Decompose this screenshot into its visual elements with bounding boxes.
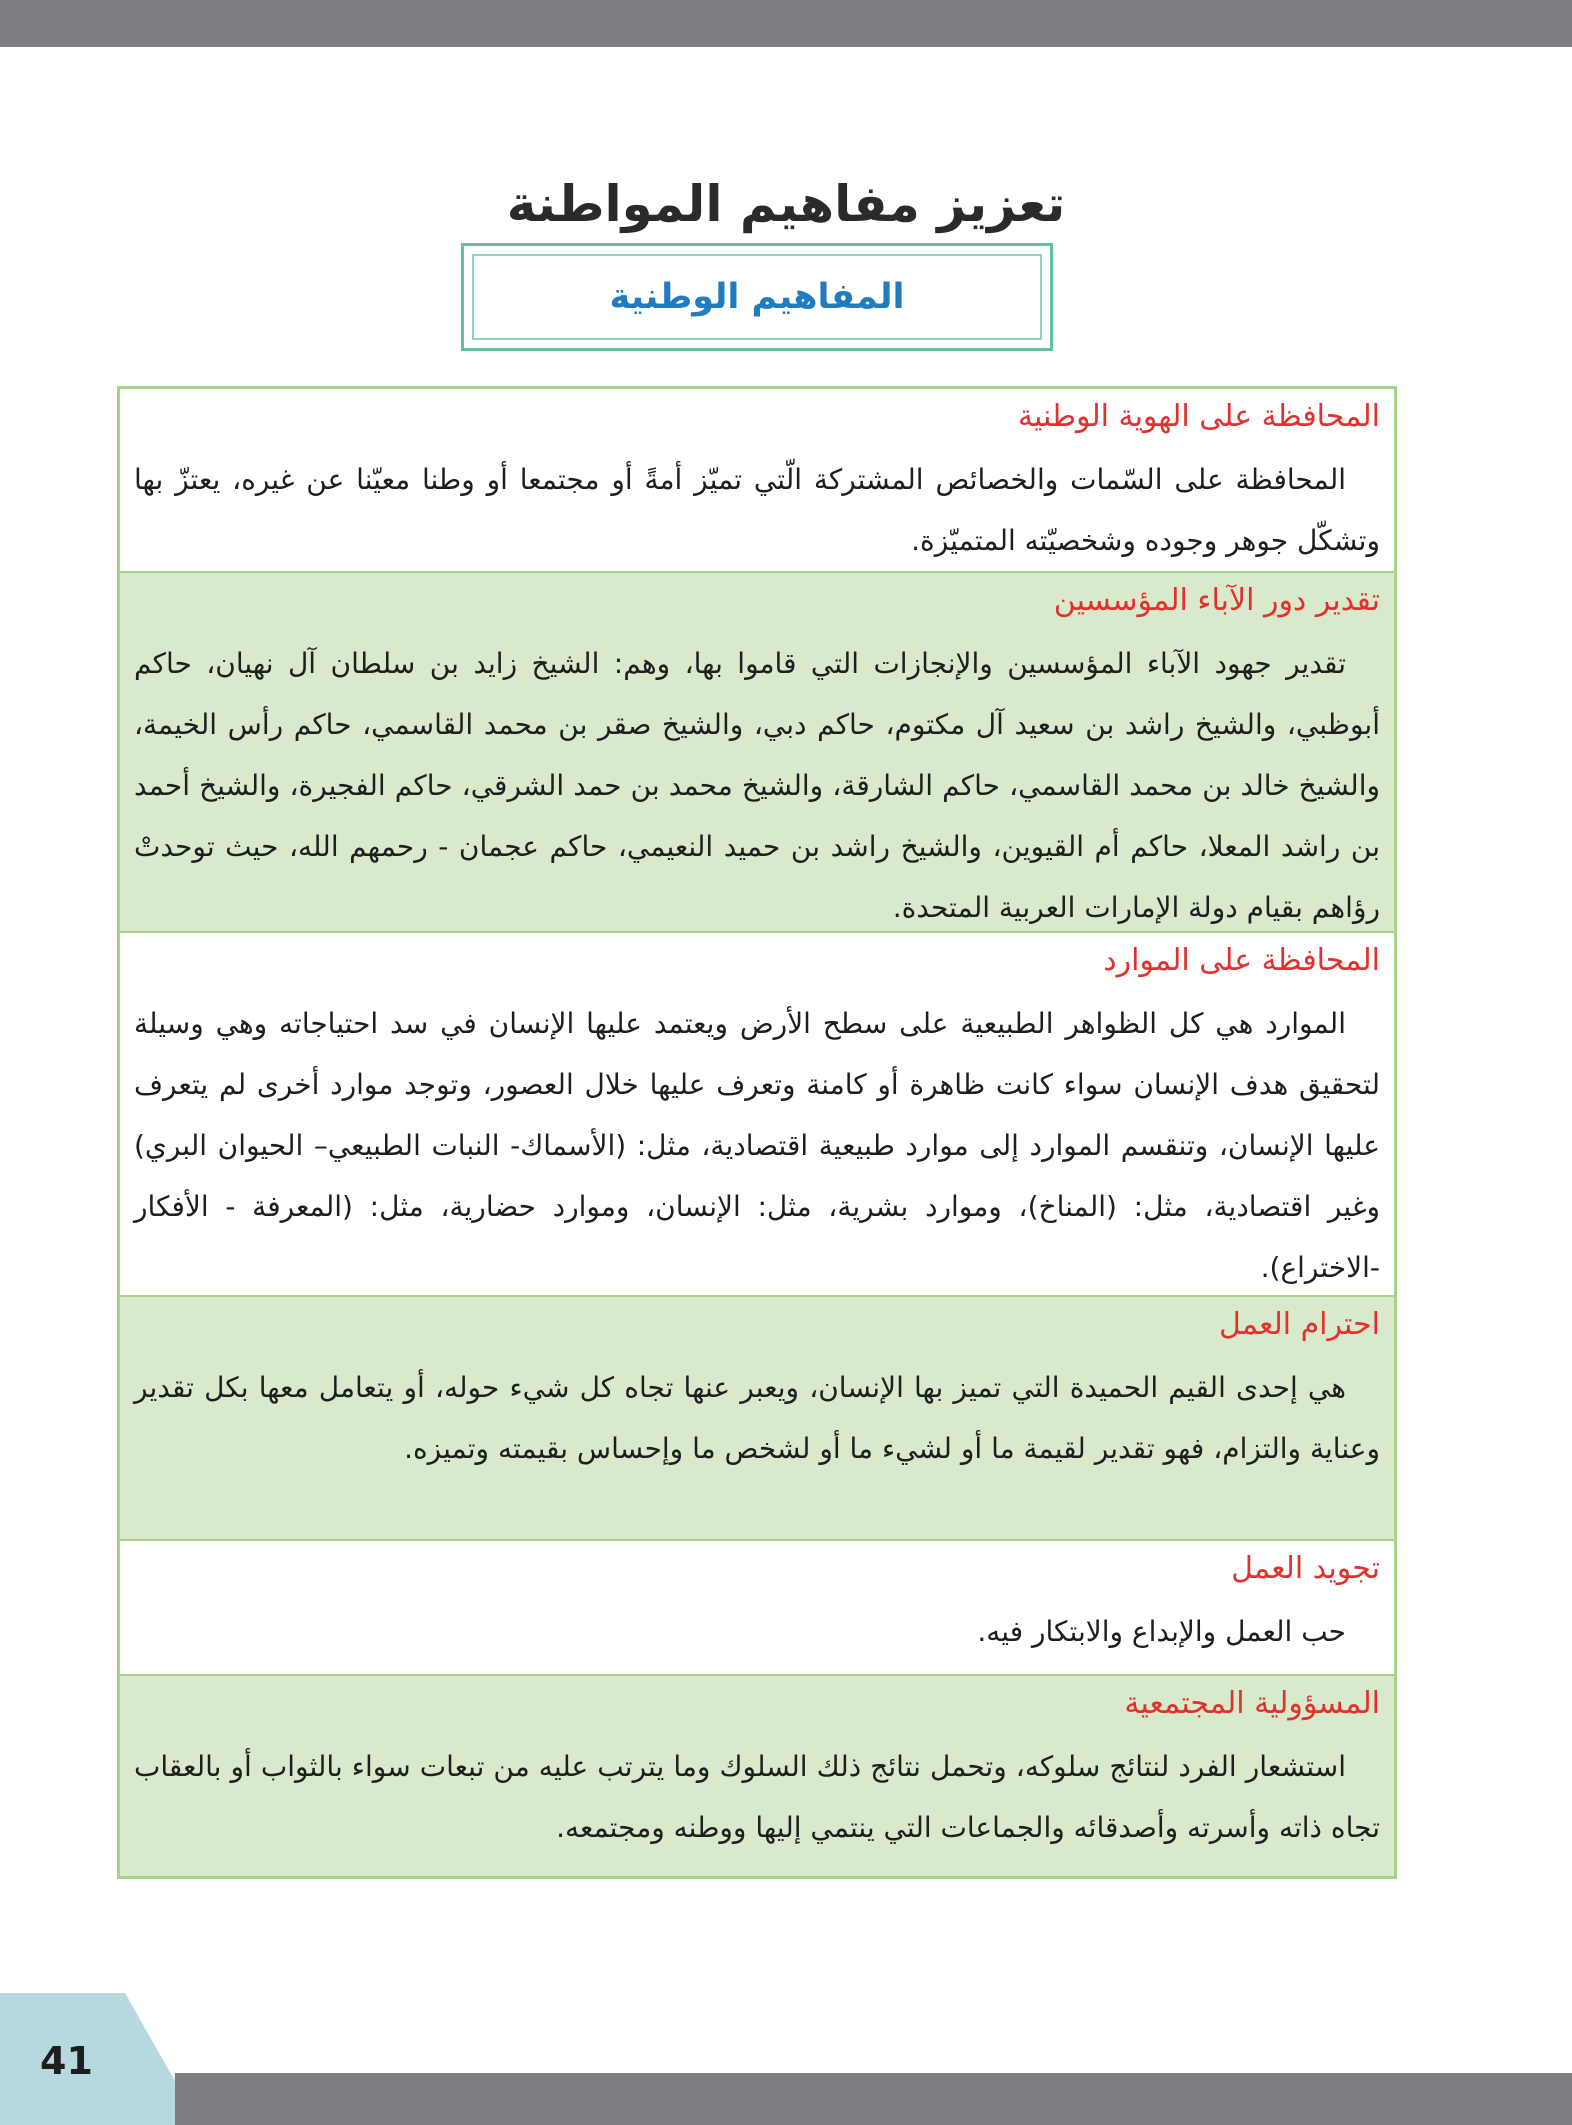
concept-resources bbox=[120, 933, 1394, 1297]
page-number: 41 bbox=[40, 2039, 93, 2083]
concept-respect-work bbox=[120, 1297, 1394, 1541]
concept-title: المحافظة على الهوية الوطنية bbox=[1017, 399, 1380, 434]
concept-text: هي إحدى القيم الحميدة التي تميز بها الإنسان، ويعبر عنها تجاه كل شيء حوله، أو يتعامل معها بكل تقدير وعناية والتزام، فهو تقدير لقيمة ما أو لشيء ما أو لشخص ما وإحساس بقيمته وتميزه. bbox=[134, 1371, 1380, 1465]
concept-title: المسؤولية المجتمعية bbox=[1124, 1686, 1380, 1721]
bottom-bar bbox=[175, 2073, 1572, 2125]
concept-work-quality bbox=[120, 1541, 1394, 1676]
page-title: تعزيز مفاهيم المواطنة bbox=[506, 174, 1066, 233]
section-heading-box bbox=[461, 243, 1053, 351]
concept-title: المحافظة على الموارد bbox=[1103, 943, 1380, 978]
concepts-table bbox=[117, 386, 1397, 1879]
concept-national-identity bbox=[120, 389, 1394, 573]
concept-title: تجويد العمل bbox=[1231, 1551, 1380, 1586]
concept-text: استشعار الفرد لنتائج سلوكه، وتحمل نتائج ذلك السلوك وما يترتب عليه من تبعات سواء بالثواب أو بالعقاب تجاه ذاته وأسرته وأصدقائه والجماعات التي ينتمي إليها ووطنه ومجتمعه. bbox=[134, 1750, 1380, 1844]
concept-text: الموارد هي كل الظواهر الطبيعية على سطح الأرض ويعتمد عليها الإنسان في سد احتياجاته وهي وسيلة لتحقيق هدف الإنسان سواء كانت ظاهرة أو كامنة وتعرف عليها خلال العصور، وتوجد موارد أخرى لم يتعرف عليها الإنسان، وتنقسم الموارد إلى موارد طبيعية اقتصادية، مثل: (الأسماك- النبات الطبيعي– الحيوان البري) وغير اقتصادية، مثل: (المناخ)، وموارد بشرية، مثل: الإنسان، وموارد حضارية، مثل: (المعرفة - الأفكار -الاختراع). bbox=[134, 1007, 1380, 1284]
section-heading: المفاهيم الوطنية bbox=[472, 254, 1042, 340]
concept-text: المحافظة على السّمات والخصائص المشتركة الّتي تميّز أمةً أو مجتمعا أو وطنا معيّنا عن غيره، يعتزّ بها وتشكّل جوهر وجوده وشخصيّته المتميّزة. bbox=[134, 463, 1380, 557]
concept-text: تقدير جهود الآباء المؤسسين والإنجازات التي قاموا بها، وهم: الشيخ زايد بن سلطان آل نهيان، حاكم أبوظبي، والشيخ راشد بن سعيد آل مكتوم، حاكم دبي، والشيخ صقر بن محمد القاسمي، حاكم رأس الخيمة، والشيخ خالد بن محمد القاسمي، حاكم الشارقة، والشيخ محمد بن حمد الشرقي، حاكم الفجيرة، والشيخ أحمد بن راشد المعلا، حاكم أم القيوين، والشيخ راشد بن حميد النعيمي، حاكم عجمان - رحمهم الله، حيث توحدتْ رؤاهم بقيام دولة الإمارات العربية المتحدة. bbox=[134, 647, 1380, 924]
concept-title: احترام العمل bbox=[1219, 1307, 1380, 1342]
concept-social-responsibility bbox=[120, 1676, 1394, 1876]
concept-founding-fathers bbox=[120, 573, 1394, 933]
top-bar bbox=[0, 0, 1572, 47]
concept-text: حب العمل والإبداع والابتكار فيه. bbox=[977, 1615, 1346, 1648]
concept-title: تقدير دور الآباء المؤسسين bbox=[1053, 583, 1380, 618]
